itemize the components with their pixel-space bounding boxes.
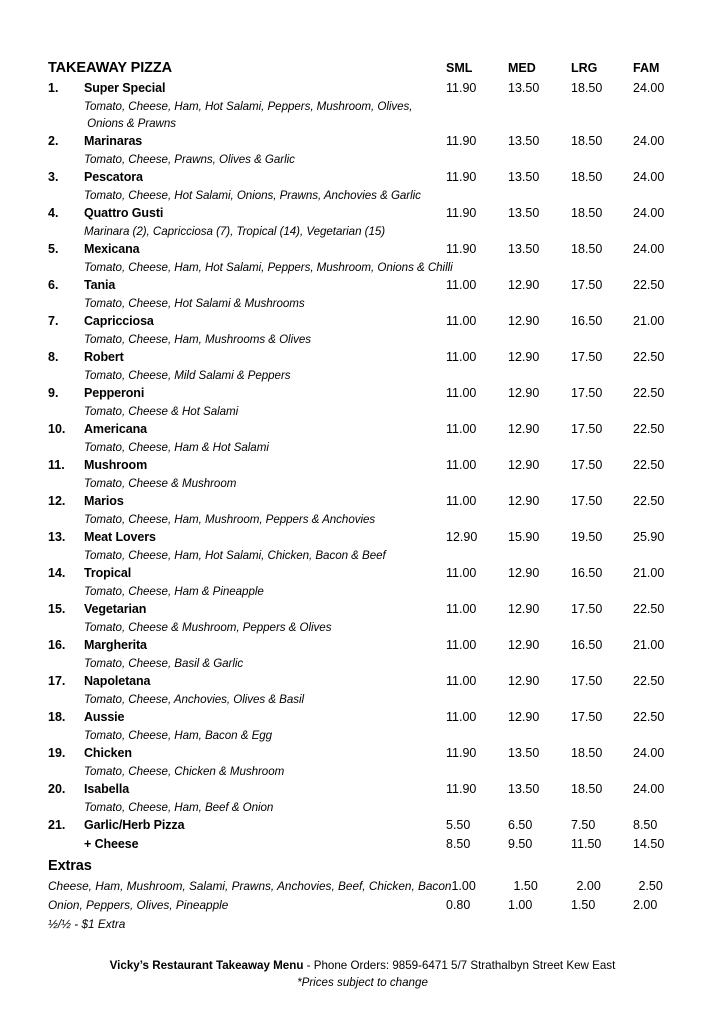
extras-label: Cheese, Ham, Mushroom, Salami, Prawns, Anchovies, Beef, Chicken, Bacon	[48, 879, 452, 893]
menu-item-description-row	[48, 223, 689, 240]
item-price-fam: 22.50	[633, 494, 665, 508]
item-number: 16.	[48, 638, 66, 652]
menu-item-title-row	[48, 312, 689, 331]
spacer	[48, 115, 84, 132]
extras-price-fam: 2.50	[638, 879, 663, 893]
item-price-lrg: 7.50	[571, 818, 596, 832]
menu-item-title-row	[48, 780, 689, 799]
item-number: 11.	[48, 458, 65, 472]
contact-details: - Phone Orders: 9859-6471 5/7 Strathalbyn Street Kew East	[303, 959, 616, 972]
item-price-lrg: 17.50	[571, 458, 603, 472]
item-name: Marios	[84, 494, 124, 508]
spacer	[48, 727, 84, 744]
item-price-med: 13.50	[508, 134, 540, 148]
extras-price-sml: 0.80	[446, 898, 471, 912]
item-price-med: 12.90	[508, 386, 540, 400]
item-description: Tomato, Cheese, Ham, Mushrooms & Olives	[84, 333, 312, 346]
item-price-fam: 25.90	[633, 530, 665, 544]
item-price-fam: 22.50	[633, 278, 665, 292]
spacer	[48, 187, 84, 204]
menu-item-title-row	[48, 708, 689, 727]
page-title: TAKEAWAY PIZZA	[48, 60, 173, 76]
item-number: 4.	[48, 206, 59, 220]
item-price-lrg: 18.50	[571, 746, 603, 760]
item-price-med: 12.90	[508, 278, 540, 292]
item-price-fam: 24.00	[633, 170, 665, 184]
extras-price-med: 1.00	[508, 898, 533, 912]
item-name: Margherita	[84, 638, 147, 652]
extras-price-lrg: 2.00	[576, 879, 601, 893]
item-price-fam: 24.00	[633, 746, 665, 760]
menu-item-title-row	[48, 276, 689, 295]
menu-item-description-row	[48, 367, 689, 384]
item-description: Tomato, Cheese, Hot Salami, Onions, Prawns, Anchovies & Garlic	[84, 189, 421, 202]
menu-item-description-row	[48, 151, 689, 168]
spacer	[48, 223, 84, 240]
item-description: Tomato, Cheese, Anchovies, Olives & Basil	[84, 693, 305, 706]
column-header-sml: SML	[446, 61, 473, 75]
menu-item-description-row	[48, 295, 689, 312]
item-description: Tomato, Cheese, Hot Salami & Mushrooms	[84, 297, 305, 310]
item-description: Tomato, Cheese, Ham & Hot Salami	[84, 441, 269, 454]
item-description: Tomato, Cheese & Mushroom	[84, 477, 237, 490]
item-description: Tomato, Cheese, Ham, Hot Salami, Peppers, Mushroom, Onions & Chilli	[84, 261, 453, 274]
item-price-sml: 11.00	[446, 638, 477, 652]
item-price-lrg: 17.50	[571, 422, 603, 436]
item-name: Tropical	[84, 566, 132, 580]
item-number: 17.	[48, 674, 66, 688]
item-price-sml: 11.00	[446, 350, 477, 364]
item-price-sml: 11.90	[446, 134, 477, 148]
item-price-med: 15.90	[508, 530, 540, 544]
menu-item[interactable]	[48, 168, 689, 204]
menu-item-title-row	[48, 744, 689, 763]
menu-header	[48, 58, 689, 78]
menu-item-title-row	[48, 564, 689, 583]
item-price-fam: 22.50	[633, 602, 665, 616]
item-name: Tania	[84, 278, 116, 292]
item-price-sml: 11.00	[446, 314, 477, 328]
item-price-lrg: 19.50	[571, 530, 603, 544]
item-price-lrg: 17.50	[571, 602, 603, 616]
footer-disclaimer: *Prices subject to change	[297, 976, 428, 989]
item-price-lrg: 18.50	[571, 134, 603, 148]
item-price-fam: 21.00	[633, 638, 665, 652]
menu-item[interactable]	[48, 672, 689, 708]
item-name: Super Special	[84, 81, 166, 95]
menu-item-description-row	[48, 511, 689, 528]
item-price-med: 12.90	[508, 710, 540, 724]
item-price-sml: 8.50	[446, 837, 471, 851]
item-price-fam: 21.00	[633, 314, 665, 328]
extras-heading: Extras	[48, 858, 92, 874]
item-price-fam: 22.50	[633, 458, 665, 472]
item-name: Isabella	[84, 782, 130, 796]
menu-item-garlic-herb-add-cheese[interactable]	[48, 835, 689, 854]
item-description: Tomato, Cheese, Prawns, Olives & Garlic	[84, 153, 295, 166]
column-header-fam: FAM	[633, 61, 660, 75]
spacer	[48, 403, 84, 420]
menu-item-description-row	[48, 727, 689, 744]
item-price-sml: 11.90	[446, 746, 477, 760]
menu-item-description-row	[48, 799, 689, 816]
item-price-fam: 24.00	[633, 81, 665, 95]
item-number: 18.	[48, 710, 66, 724]
item-price-lrg: 17.50	[571, 674, 603, 688]
spacer	[48, 367, 84, 384]
item-number: 5.	[48, 242, 59, 256]
menu-item[interactable]	[48, 348, 689, 384]
item-price-med: 12.90	[508, 458, 540, 472]
spacer	[48, 583, 84, 600]
item-price-fam: 14.50	[633, 837, 665, 851]
item-price-lrg: 17.50	[571, 386, 603, 400]
spacer	[48, 619, 84, 636]
item-description: Tomato, Cheese, Basil & Garlic	[84, 657, 244, 670]
menu-item[interactable]	[48, 456, 689, 492]
item-price-fam: 24.00	[633, 782, 665, 796]
item-price-fam: 22.50	[633, 386, 665, 400]
item-price-fam: 24.00	[633, 134, 665, 148]
item-price-med: 9.50	[508, 837, 533, 851]
item-price-med: 13.50	[508, 206, 540, 220]
item-price-lrg: 18.50	[571, 242, 603, 256]
item-price-lrg: 18.50	[571, 81, 603, 95]
item-number: 21.	[48, 818, 66, 832]
item-price-sml: 11.00	[446, 566, 477, 580]
menu-item[interactable]	[48, 384, 689, 420]
menu-item[interactable]	[48, 744, 689, 780]
item-price-sml: 12.90	[446, 530, 478, 544]
extras-row-vegetable[interactable]	[48, 896, 689, 915]
item-number: 7.	[48, 314, 59, 328]
item-price-sml: 11.90	[446, 782, 477, 796]
item-name: Chicken	[84, 746, 132, 760]
item-price-med: 6.50	[508, 818, 533, 832]
item-price-lrg: 18.50	[571, 170, 603, 184]
item-price-med: 12.90	[508, 638, 540, 652]
pizza-list	[48, 79, 689, 816]
menu-item-description-row	[48, 547, 689, 564]
menu-item[interactable]	[48, 420, 689, 456]
menu-item[interactable]	[48, 708, 689, 744]
item-name: Capricciosa	[84, 314, 154, 328]
menu-item[interactable]	[48, 528, 689, 564]
item-number: 10.	[48, 422, 66, 436]
menu-item-title-row	[48, 456, 689, 475]
item-price-sml: 11.00	[446, 494, 477, 508]
item-price-fam: 24.00	[633, 206, 665, 220]
spacer	[48, 547, 84, 564]
menu-item-title-row	[48, 600, 689, 619]
item-name: Americana	[84, 422, 148, 436]
item-price-sml: 11.00	[446, 278, 477, 292]
item-number: 15.	[48, 602, 66, 616]
half-half-note: ½/½ - $1 Extra	[48, 917, 126, 931]
item-description-continued: Onions & Prawns	[84, 117, 176, 130]
item-price-sml: 11.00	[446, 422, 477, 436]
spacer	[48, 151, 84, 168]
item-price-sml: 11.00	[446, 386, 477, 400]
item-price-sml: 11.90	[446, 206, 477, 220]
item-description: Tomato, Cheese & Mushroom, Peppers & Olives	[84, 621, 332, 634]
spacer	[48, 295, 84, 312]
item-price-med: 12.90	[508, 674, 540, 688]
menu-item-title-row	[48, 672, 689, 691]
item-price-med: 12.90	[508, 602, 540, 616]
spacer	[48, 763, 84, 780]
footer	[0, 957, 725, 991]
menu-item-garlic-herb[interactable]	[48, 816, 689, 835]
item-description: Tomato, Cheese, Ham, Hot Salami, Peppers, Mushroom, Olives,	[84, 100, 413, 113]
item-price-fam: 8.50	[633, 818, 658, 832]
extras-label: Onion, Peppers, Olives, Pineapple	[48, 898, 229, 912]
item-price-lrg: 17.50	[571, 350, 603, 364]
item-price-lrg: 17.50	[571, 278, 603, 292]
item-price-sml: 11.00	[446, 458, 477, 472]
item-description: Tomato, Cheese, Mild Salami & Peppers	[84, 369, 291, 382]
spacer	[48, 655, 84, 672]
menu-item[interactable]	[48, 276, 689, 312]
item-number: 9.	[48, 386, 59, 400]
item-number: 12.	[48, 494, 66, 508]
extras-price-med: 1.50	[513, 879, 538, 893]
spacer	[48, 331, 84, 348]
item-price-sml: 11.90	[446, 242, 477, 256]
item-price-sml: 11.00	[446, 602, 477, 616]
item-number: 13.	[48, 530, 66, 544]
menu-item-description-row	[48, 439, 689, 456]
menu-item-description-row	[48, 655, 689, 672]
menu-item[interactable]	[48, 636, 689, 672]
item-price-lrg: 18.50	[571, 206, 603, 220]
item-name: Marinaras	[84, 134, 143, 148]
menu-item-description-row	[48, 583, 689, 600]
item-name: Mexicana	[84, 242, 140, 256]
menu-item[interactable]	[48, 79, 689, 132]
item-price-lrg: 16.50	[571, 566, 603, 580]
item-name: Robert	[84, 350, 124, 364]
menu-item-description-row	[48, 98, 689, 115]
item-number: 3.	[48, 170, 59, 184]
extras-price-sml: 1.00	[451, 879, 476, 893]
spacer	[48, 475, 84, 492]
menu-item-title-row	[48, 168, 689, 187]
item-number: 14.	[48, 566, 66, 580]
menu-item[interactable]	[48, 600, 689, 636]
item-price-fam: 22.50	[633, 710, 665, 724]
menu-item-description-row	[48, 691, 689, 708]
item-price-lrg: 17.50	[571, 494, 603, 508]
menu-item-title-row	[48, 240, 689, 259]
item-name: Mushroom	[84, 458, 148, 472]
menu-item[interactable]	[48, 492, 689, 528]
column-header-med: MED	[508, 61, 536, 75]
item-name: Vegetarian	[84, 602, 147, 616]
item-number: 20.	[48, 782, 66, 796]
menu-item-title-row	[48, 528, 689, 547]
item-price-fam: 24.00	[633, 242, 665, 256]
item-price-fam: 22.50	[633, 422, 665, 436]
item-price-lrg: 16.50	[571, 314, 603, 328]
item-name: + Cheese	[84, 837, 139, 851]
item-price-med: 13.50	[508, 170, 540, 184]
item-price-fam: 22.50	[633, 674, 665, 688]
item-number: 1.	[48, 81, 59, 95]
menu-item-description-row	[48, 475, 689, 492]
menu-item[interactable]	[48, 204, 689, 240]
item-price-fam: 21.00	[633, 566, 665, 580]
item-price-med: 12.90	[508, 494, 540, 508]
item-price-sml: 5.50	[446, 818, 471, 832]
menu-item-description-row-2	[48, 115, 689, 132]
footer-contact-line	[0, 957, 725, 974]
menu-item-description-row	[48, 331, 689, 348]
item-name: Aussie	[84, 710, 125, 724]
item-price-lrg: 11.50	[571, 837, 602, 851]
column-header-lrg: LRG	[571, 61, 598, 75]
item-price-med: 13.50	[508, 746, 540, 760]
menu-item[interactable]	[48, 312, 689, 348]
item-number: 8.	[48, 350, 59, 364]
menu-item-title-row	[48, 348, 689, 367]
item-price-sml: 11.90	[446, 170, 477, 184]
item-description: Tomato, Cheese, Ham, Bacon & Egg	[84, 729, 273, 742]
extras-price-lrg: 1.50	[571, 898, 596, 912]
item-price-med: 13.50	[508, 81, 540, 95]
menu-item-title-row	[48, 204, 689, 223]
item-description: Tomato, Cheese & Hot Salami	[84, 405, 239, 418]
item-price-med: 13.50	[508, 782, 540, 796]
menu-item-title-row	[48, 384, 689, 403]
spacer	[48, 691, 84, 708]
item-price-med: 12.90	[508, 350, 540, 364]
item-price-lrg: 16.50	[571, 638, 603, 652]
item-price-lrg: 18.50	[571, 782, 603, 796]
menu-item-title-row	[48, 132, 689, 151]
item-price-med: 13.50	[508, 242, 540, 256]
item-number: 19.	[48, 746, 66, 760]
spacer	[48, 439, 84, 456]
item-name: Quattro Gusti	[84, 206, 164, 220]
menu-item-title-row	[48, 492, 689, 511]
menu-item-title-row	[48, 79, 689, 98]
menu-item-description-row	[48, 619, 689, 636]
item-number: 6.	[48, 278, 59, 292]
item-name: Pepperoni	[84, 386, 145, 400]
spacer	[48, 98, 84, 115]
extras-price-fam: 2.00	[633, 898, 658, 912]
item-name: Meat Lovers	[84, 530, 156, 544]
item-description: Tomato, Cheese, Ham & Pineapple	[84, 585, 264, 598]
item-price-sml: 11.00	[446, 674, 477, 688]
menu-item[interactable]	[48, 564, 689, 600]
menu-item[interactable]	[48, 780, 689, 816]
item-price-med: 12.90	[508, 566, 540, 580]
item-price-sml: 11.00	[446, 710, 477, 724]
menu-item-description-row	[48, 403, 689, 420]
item-description: Tomato, Cheese, Ham, Beef & Onion	[84, 801, 274, 814]
menu-item-title-row	[48, 420, 689, 439]
extras-row-premium[interactable]	[48, 877, 689, 896]
item-description: Tomato, Cheese, Ham, Hot Salami, Chicken, Bacon & Beef	[84, 549, 386, 562]
menu-item[interactable]	[48, 240, 689, 276]
item-name: Garlic/Herb Pizza	[84, 818, 185, 832]
item-price-med: 12.90	[508, 314, 540, 328]
menu-item-title-row	[48, 636, 689, 655]
item-description: Tomato, Cheese, Ham, Mushroom, Peppers & Anchovies	[84, 513, 376, 526]
item-name: Pescatora	[84, 170, 143, 184]
item-price-med: 12.90	[508, 422, 540, 436]
item-description: Marinara (2), Capricciosa (7), Tropical (14), Vegetarian (15)	[84, 225, 386, 238]
item-price-fam: 22.50	[633, 350, 665, 364]
menu-item-description-row	[48, 763, 689, 780]
item-number: 2.	[48, 134, 59, 148]
spacer	[48, 259, 84, 276]
item-name: Napoletana	[84, 674, 151, 688]
business-name: Vicky’s Restaurant Takeaway Menu	[109, 959, 304, 972]
menu-item-description-row	[48, 187, 689, 204]
menu-item[interactable]	[48, 132, 689, 168]
menu-item-description-row	[48, 259, 689, 276]
item-price-lrg: 17.50	[571, 710, 603, 724]
item-description: Tomato, Cheese, Chicken & Mushroom	[84, 765, 285, 778]
spacer	[48, 511, 84, 528]
spacer	[48, 799, 84, 816]
item-price-sml: 11.90	[446, 81, 477, 95]
